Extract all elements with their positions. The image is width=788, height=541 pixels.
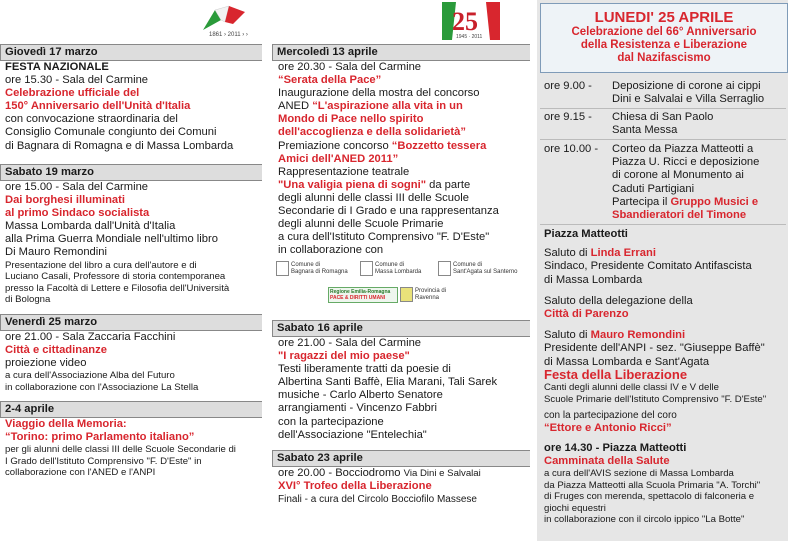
greeting-text: Saluto di — [544, 329, 591, 342]
event-line: ore 15.30 - Sala del Carmine — [5, 74, 149, 87]
sponsor-bagnara — [276, 261, 348, 276]
sponsor-label: Comune di — [375, 261, 405, 268]
event-title: Città e cittadinanze — [5, 344, 107, 357]
coat-of-arms-icon — [400, 287, 413, 302]
date-header: Venerdì 25 marzo — [0, 314, 262, 331]
coat-of-arms-icon — [276, 261, 289, 276]
event-note: da Piazza Matteotti alla Scuola Primaria "A. Torchi" — [544, 479, 761, 491]
date-header: 2-4 aprile — [0, 401, 262, 418]
anniversary-years: 1945 · 2011 — [456, 34, 483, 40]
event-title: Camminata della Salute — [544, 455, 670, 468]
event-text: Premiazione concorso — [278, 139, 392, 152]
event-title: Dai borghesi illuminati — [5, 194, 125, 207]
event-line: Di Mauro Remondini — [5, 246, 107, 259]
event-13-aprile — [272, 44, 530, 319]
date-header: Mercoledì 13 aprile — [272, 44, 530, 61]
event-title: Celebrazione ufficiale del — [5, 87, 140, 100]
event-text: da parte — [426, 178, 471, 191]
event-title: Viaggio della Memoria: — [5, 418, 127, 430]
event-line-mixed — [278, 179, 530, 192]
event-title: "Una valigia piena di sogni" — [278, 178, 426, 191]
event-line: degli alunni delle classi III delle Scuole — [278, 191, 469, 204]
anniversary-25-aprile-logo — [442, 2, 500, 40]
greeting-text: Saluto di — [544, 247, 591, 260]
festa-liberazione-section — [544, 367, 786, 435]
event-line: ore 20.30 - Sala del Carmine — [278, 61, 422, 73]
event-title: “L'aspirazione alla vita in un — [312, 100, 463, 113]
greeting-name: Linda Errani — [590, 247, 656, 260]
divider — [540, 108, 786, 109]
schedule-line: Piazza U. Ricci e deposizione — [612, 156, 760, 169]
sponsor-label: PACE & DIRITTI UMANI — [330, 295, 386, 302]
coat-of-arms-icon — [360, 261, 373, 276]
event-note: giochi equestri — [544, 502, 606, 514]
sponsor-label: Bagnara di Romagna — [291, 268, 348, 275]
event-title: “Bozzetto tessera — [391, 139, 487, 152]
schedule-line: di corone al Monumento ai — [612, 169, 744, 182]
event-line: arrangiamenti - Vincenzo Fabbri — [278, 402, 437, 415]
event-time-place: ore 14.30 - Piazza Matteotti — [544, 442, 687, 454]
event-line: alla Prima Guerra Mondiale nell'ultimo libro — [5, 233, 218, 246]
event-note: Presentazione del libro a cura dell'autore e di — [5, 259, 197, 271]
greeting-line-mixed — [544, 329, 784, 342]
event-2-4-aprile — [0, 401, 262, 479]
banner-subtitle: Celebrazione del 66° Anniversario — [571, 26, 757, 38]
sponsor-label: Regione Emilia-Romagna — [330, 289, 391, 296]
event-title: "I ragazzi del mio paese" — [278, 350, 410, 363]
date-header: Sabato 16 aprile — [272, 320, 530, 337]
event-title: “Serata della Pace” — [278, 74, 382, 87]
schedule-item — [612, 111, 784, 137]
event-title: XVI° Trofeo della Liberazione — [278, 480, 432, 493]
anniversary-number: 25 — [452, 7, 478, 36]
festa-line: Scuole Primarie dell'Istituto Comprensivo "F. D'Este" — [544, 393, 767, 405]
schedule-line: Deposizione di corone ai cippi — [612, 80, 761, 92]
greeting-line: Presidente dell'ANPI - sez. "Giuseppe Baffè" — [544, 342, 765, 355]
event-line-mixed — [278, 140, 530, 153]
event-note: per gli alunni delle classi III delle Scuole Secondarie di — [5, 444, 236, 456]
schedule-highlight: Gruppo Musici e — [670, 195, 759, 208]
event-line: ore 15.00 - Sala del Carmine — [5, 181, 149, 193]
sponsor-logos — [272, 257, 530, 319]
event-note: Luciano Casali, Professore di storia contemporanea — [5, 271, 226, 283]
event-note: presso la Facoltà di Lettere e Filosofia dell'Università — [5, 282, 230, 294]
event-note: a cura dell'AVIS sezione di Massa Lombarda — [544, 468, 734, 480]
event-note: a cura dell'Associazione Alba del Futuro — [5, 370, 175, 382]
sponsor-label: Provincia di — [415, 287, 447, 294]
choir-name: “Ettore e Antonio Ricci” — [544, 421, 672, 434]
event-title: Mondo di Pace nello spirito — [278, 113, 424, 126]
event-line: degli alunni delle Scuole Primarie — [278, 218, 444, 231]
festa-line: Canti degli alunni delle classi IV e V delle — [544, 382, 719, 393]
event-line: Inaugurazione della mostra del concorso — [278, 87, 480, 100]
divider — [540, 139, 786, 140]
event-line: Massa Lombarda dall'Unità d'Italia — [5, 220, 176, 233]
event-text: ore 20.00 - Bocciodromo — [278, 467, 404, 479]
event-note: collaborazione con l'ANED e l'ANPI — [5, 467, 156, 479]
event-line: FESTA NAZIONALE — [5, 61, 109, 73]
schedule-line: Dini e Salvalai e Villa Serraglio — [612, 93, 765, 106]
event-line-mixed — [278, 467, 530, 480]
event-title: 150° Anniversario dell'Unità d'Italia — [5, 100, 191, 113]
camminata-section — [544, 442, 786, 526]
event-note: di Fruges con merenda, spettacolo di falconeria e — [544, 491, 755, 503]
date-header: Sabato 23 aprile — [272, 450, 530, 467]
event-note: di Bologna — [5, 294, 51, 306]
greeting-line: di Massa Lombarda e Sant'Agata — [544, 355, 710, 368]
event-19-marzo — [0, 164, 262, 306]
event-line: Secondarie di I Grado e una rappresentanza — [278, 205, 499, 218]
event-note: in collaborazione con il circolo ippico "La Botte" — [544, 514, 745, 526]
event-25-marzo — [0, 314, 262, 393]
greeting-line-mixed — [544, 247, 784, 260]
april-25-banner — [540, 3, 788, 73]
event-title: “Torino: primo Parlamento italiano” — [5, 431, 195, 444]
event-title: al primo Sindaco socialista — [5, 207, 150, 220]
event-line: Finali - a cura del Circolo Bocciofilo Massese — [278, 494, 477, 506]
event-line: dell'Associazione "Entelechia" — [278, 428, 427, 441]
section-title: Festa della Liberazione — [544, 367, 688, 382]
schedule-line: Caduti Partigiani — [612, 182, 695, 195]
event-line: Albertina Santi Baffè, Elia Marani, Tali Sarek — [278, 376, 498, 389]
schedule-text: Partecipa il — [612, 195, 671, 208]
sponsor-label: Massa Lombarda — [375, 268, 422, 275]
schedule-line: Corteo da Piazza Matteotti a — [612, 143, 754, 155]
schedule-time: ore 9.00 - — [544, 80, 592, 92]
schedule-line: Santa Messa — [612, 124, 678, 137]
schedule-time: ore 9.15 - — [544, 111, 592, 123]
date-header: Sabato 19 marzo — [0, 164, 262, 181]
greeting-line: Saluto della delegazione della — [544, 294, 693, 307]
sponsor-label: Ravenna — [415, 294, 440, 301]
schedule-item — [612, 143, 786, 222]
event-title: dell'accoglienza e della solidarietà” — [278, 126, 466, 139]
coat-of-arms-icon — [438, 261, 451, 276]
event-line: Testi liberamente tratti da poesie di — [278, 363, 451, 376]
schedule-highlight: Sbandieratori del Timone — [612, 209, 747, 222]
sponsor-label: Comune di — [453, 261, 483, 268]
event-location: Via Dini e Salvalai — [403, 468, 481, 479]
date-header: Giovedì 17 marzo — [0, 44, 262, 61]
sponsor-massa — [360, 261, 421, 276]
banner-title: LUNEDI' 25 APRILE — [594, 9, 734, 26]
event-16-aprile — [272, 320, 530, 442]
sponsor-regione — [328, 287, 398, 303]
event-line: Rappresentazione teatrale — [278, 165, 410, 178]
event-line: a cura dell'Istituto Comprensivo "F. D'Este" — [278, 231, 490, 244]
event-line: Consiglio Comunale congiunto dei Comuni — [5, 126, 217, 139]
divider — [540, 224, 786, 225]
event-17-marzo — [0, 44, 262, 153]
section-heading: Piazza Matteotti — [544, 228, 628, 240]
event-line-mixed — [278, 100, 530, 113]
event-line: in collaborazione con — [278, 244, 384, 257]
banner-subtitle: della Resistenza e Liberazione — [580, 39, 748, 51]
banner-subtitle: dal Nazifascismo — [617, 52, 711, 64]
event-line: proiezione video — [5, 357, 87, 370]
event-line: con la partecipazione — [278, 415, 384, 428]
event-line: con convocazione straordinaria del — [5, 113, 178, 126]
schedule-time: ore 10.00 - — [544, 143, 599, 155]
event-note: I Grado dell'Istituto Comprensivo "F. D'Este" in — [5, 455, 202, 467]
event-line: di Bagnara di Romagna e di Massa Lombarda — [5, 139, 234, 152]
greeting-line: di Massa Lombarda — [544, 273, 643, 286]
schedule-line: Chiesa di San Paolo — [612, 111, 714, 123]
event-title: Amici dell'ANED 2011” — [278, 152, 399, 165]
sponsor-santagata — [438, 261, 518, 276]
event-text: ANED — [278, 100, 313, 113]
greeting-name: Città di Parenzo — [544, 308, 629, 321]
piazza-matteotti-section — [544, 228, 784, 369]
festa-line: con la partecipazione del coro — [544, 410, 677, 421]
greeting-name: Mauro Remondini — [590, 329, 686, 342]
greeting-line: Sindaco, Presidente Comitato Antifascista — [544, 260, 752, 273]
sponsor-label: Comune di — [291, 261, 321, 268]
event-line: ore 21.00 - Sala del Carmine — [278, 337, 422, 349]
unity-dates: 1861 › 2011 › › — [209, 32, 248, 38]
schedule-line-mixed — [612, 196, 786, 209]
event-line: musiche - Carlo Alberto Senatore — [278, 389, 443, 402]
event-line: ore 21.00 - Sala Zaccaria Facchini — [5, 331, 176, 343]
schedule-item — [612, 80, 784, 106]
unity-150-logo — [195, 4, 265, 38]
event-23-aprile — [272, 450, 530, 506]
sponsor-provincia — [400, 287, 446, 302]
event-note: in collaborazione con l'Associazione La Stella — [5, 381, 199, 393]
sponsor-label: Sant'Agata sul Santerno — [453, 268, 518, 275]
